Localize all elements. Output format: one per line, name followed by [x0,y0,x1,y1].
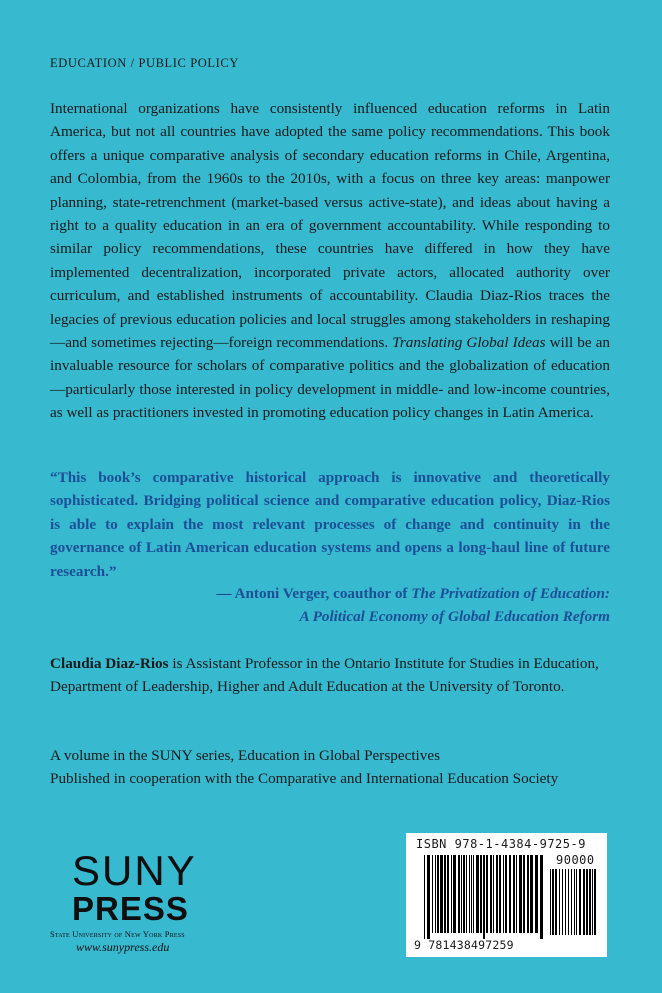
author-bio-text: is Assistant Professor in the Ontario Institute for Studies in Education, Department of Leadership, Higher and Adult Education at the University of Toronto. [50,655,599,696]
author-bio [50,652,610,699]
barcode-bar [469,855,470,933]
barcode-bar [493,855,494,933]
barcode-bar [516,855,517,933]
barcode-bar [424,855,425,939]
barcode-bar [432,855,433,933]
ean-group-1: 781438 [428,938,471,952]
barcode-bar [565,869,566,935]
endorsement-quote: “This book’s comparative historical approach is innovative and theoretically sophisticated. Bridging political science and comparative education policy, Diaz-Rios is able to explain the most relevant processes of change and continuity in the governance of Latin American education systems and opens a long-haul line of future research.” [50,469,610,580]
barcode-bar [594,869,596,935]
barcode-bar [466,855,467,933]
publisher-url: www.sunypress.edu [76,940,170,954]
publisher-full-name: State University of New York Press [50,929,185,939]
ean-digits [414,938,514,952]
barcode-bar [486,855,488,933]
barcode-bar [480,855,482,933]
barcode-bar [530,855,533,933]
series-info [50,744,630,791]
barcode-bar [574,869,575,935]
attribution-title-1: The Privatization of Education: [411,585,610,602]
description-text-1: International organizations have consistently influenced education reforms in Latin America, but not all countries have adopted the same policy recommendations. This book offers a unique comparative analysis of secondary education reforms in Chile, Argentina, and Colombia, from the 1960s to the 2010s, with a focus on three key areas: manpower planning, state-retrenchment (market-based versus active-state), and ideas about having a right to a quality education in an era of government accountability. While responding to similar policy recommendations, these countries have differed in how they have implemented decentralization, incorporated private actors, allocated authority over curriculum, and established instruments of accountability. Claudia Diaz-Rios traces the legacies of previous education policies and local struggles among stakeholders in reshaping—and sometimes rejecting—foreign recommendations. [50,100,610,352]
barcode-bar [463,855,465,933]
barcode-bar [559,869,560,935]
ean-first-digit: 9 [414,938,422,952]
barcode-bar [589,869,591,935]
barcode-bar [496,855,498,933]
barcode-bar [490,855,492,933]
publisher-logo [50,847,240,955]
barcode-bar [453,855,456,933]
cooperation-line: Published in cooperation with the Comparative and International Education Society [50,770,559,788]
barcode-bar [540,855,543,939]
barcode-bar [571,869,572,935]
book-description [50,97,610,425]
attribution-name: — Antoni Verger, coauthor of [216,585,412,602]
barcode-bar [592,869,593,935]
barcode-bar [458,855,460,933]
logo-press: PRESS [72,890,189,927]
barcode-bar [579,869,581,935]
barcode-bar [513,855,515,933]
barcode-bar [523,855,525,933]
barcode-bar [444,855,446,933]
barcode-bar [437,855,439,933]
barcode-bar [527,855,529,933]
barcode-bar [503,855,504,933]
barcode-bar [427,855,430,939]
attribution-title-2: A Political Economy of Global Education Reform [299,608,610,626]
barcode-bar [576,869,577,935]
barcode-bar [555,869,557,935]
barcode-bar [562,869,563,935]
category-label: EDUCATION / PUBLIC POLICY [50,56,239,70]
endorsement-attribution [110,582,610,629]
ean-group-2: 497259 [471,938,514,952]
description-text-2: will be an invaluable resource for scholars of comparative politics and the globalization of education—particularly those interested in policy development in middle- and low-income countries, as well as practitioners invested in promoting education policy changes in Latin America. [50,334,610,422]
barcode-bar [552,869,554,935]
isbn-text: ISBN 978-1-4384-9725-9 [416,837,586,851]
barcode-bar [499,855,501,933]
barcode-bar [440,855,443,933]
barcode-bar [483,855,485,939]
barcode-bar [451,855,452,933]
barcode-bar [568,869,569,935]
barcode-bar [505,855,507,933]
series-line: A volume in the SUNY series, Education in Global Perspectives [50,747,441,764]
barcode-bar [471,855,472,933]
book-title: Translating Global Ideas [392,334,546,352]
barcode-bar [583,869,585,935]
barcode-bar [586,869,588,935]
barcode-bar [461,855,462,933]
logo-suny: SUNY [72,847,197,894]
barcode-bar [535,855,538,933]
barcode-bar [550,869,551,935]
isbn-barcode [406,833,607,957]
barcode-bar [447,855,449,933]
barcode-bar [473,855,474,933]
barcode-bar [519,855,522,933]
barcode-bar [509,855,511,933]
author-name: Claudia Diaz-Rios [50,655,169,672]
price-addon-text: 90000 [556,853,595,867]
barcode-bar [435,855,436,933]
barcode-bar [476,855,479,933]
